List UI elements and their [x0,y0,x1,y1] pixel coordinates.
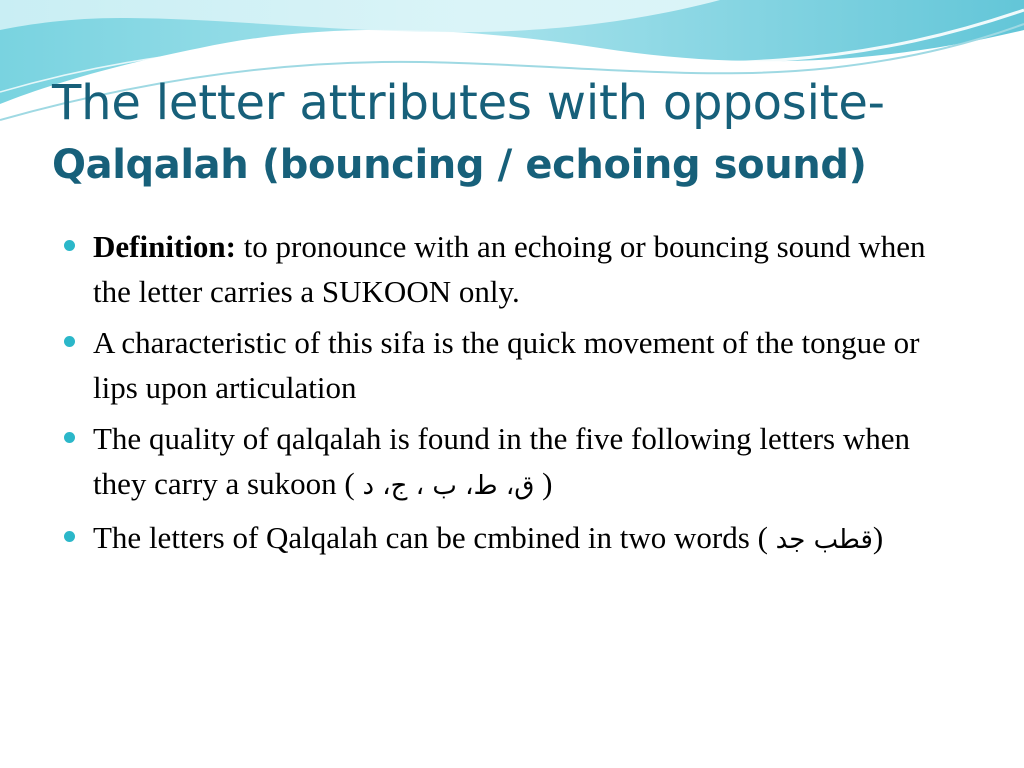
bullet-text: to pronounce with an echoing or bouncing sound when the letter carries a SUKOON only. [93,229,926,309]
bullet-text: The quality of qalqalah is found in the five following letters when they carry a sukoon ( [93,421,910,501]
bullet-list [62,224,962,569]
bullet-dot-icon [64,240,75,251]
arabic-words: قطب جد [775,525,873,555]
title-line-2: Qalqalah (bouncing / echoing sound) [52,142,867,188]
bullet-item-qalqalah-letters [62,416,962,509]
slide-title [52,70,1012,194]
bullet-text: The letters of Qalqalah can be cmbined in two words ( [93,520,776,555]
bullet-text-closing: ) [872,520,884,555]
arabic-letters: ق، ط، ب ، ج، د [362,471,535,501]
bullet-lead-label: Definition: [93,229,236,264]
bullet-dot-icon [64,531,75,542]
bullet-text-closing: ) [534,466,553,501]
bullet-text: A characteristic of this sifa is the quick movement of the tongue or lips upon articulation [93,325,920,405]
bullet-dot-icon [64,336,75,347]
bullet-item-characteristic [62,320,962,410]
bullet-item-combined-words [62,515,962,563]
bullet-item-definition [62,224,962,314]
title-line-1: The letter attributes with opposite- [52,75,885,131]
bullet-dot-icon [64,432,75,443]
